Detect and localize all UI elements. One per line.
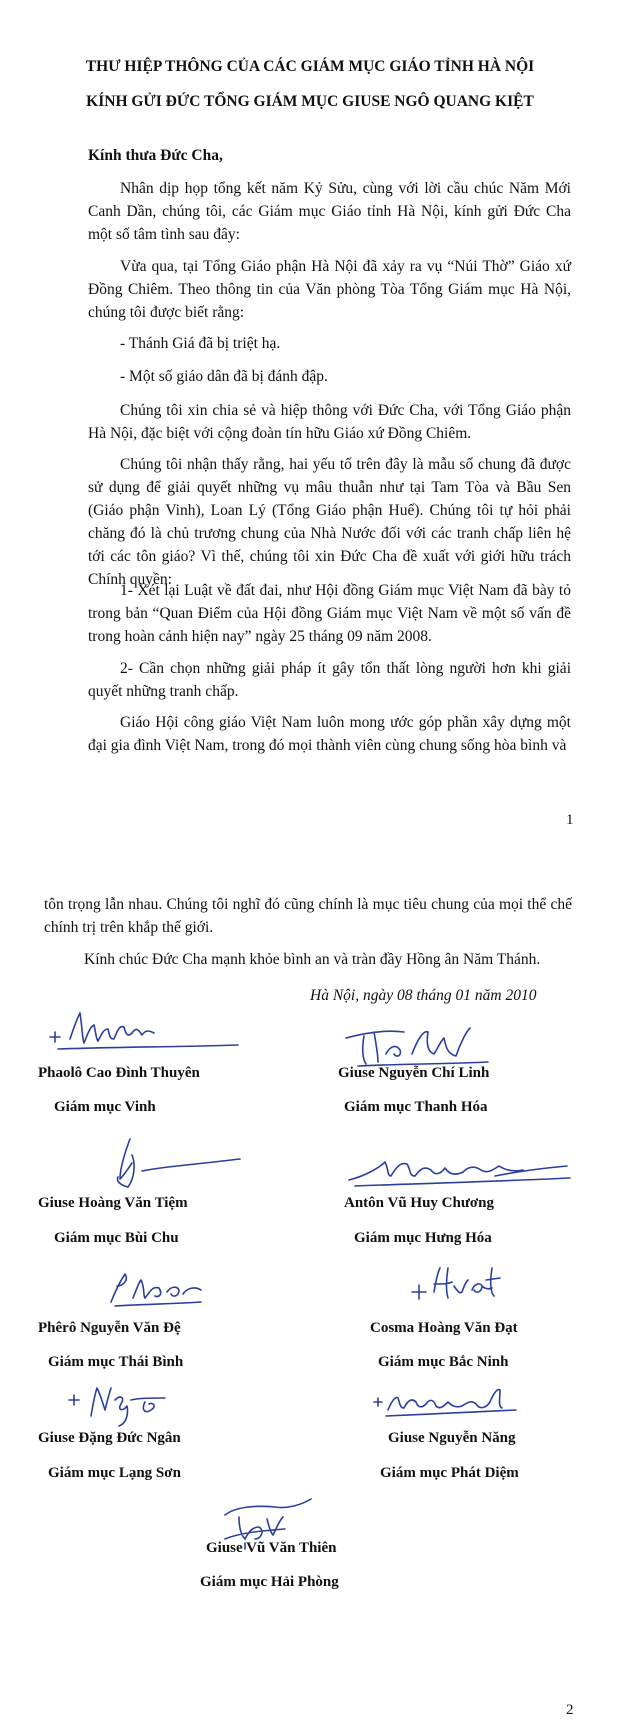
bullet-1: - Thánh Giá đã bị triệt hạ.: [120, 335, 281, 352]
signature-nguyen-nang: [370, 1382, 520, 1422]
signatory-name-8: Giuse Nguyễn Năng: [388, 1430, 516, 1446]
signatory-title-4: Giám mục Hưng Hóa: [354, 1230, 492, 1246]
signature-hoang-van-dat: [408, 1258, 508, 1308]
signature-dang-duc-ngan: [65, 1380, 185, 1430]
paragraph-2: Vừa qua, tại Tổng Giáo phận Hà Nội đã xảy ra vụ “Núi Thờ” Giáo xứ Đồng Chiêm. Theo thông tin của Văn phòng Tòa Tổng Giám mục Hà Nội, chúng tôi được biết rằng:: [88, 258, 571, 321]
signatory-title-5: Giám mục Thái Bình: [48, 1354, 184, 1370]
signature-hoang-van-tiem: [90, 1135, 250, 1195]
paragraph-7: Giáo Hội công giáo Việt Nam luôn mong ước góp phần xây dựng một đại gia đình Việt Nam, trong đó mọi thành viên cùng chung sống hòa bình và: [88, 714, 571, 754]
paragraph-1: Nhân dịp họp tổng kết năm Kỷ Sửu, cùng với lời cầu chúc Năm Mới Canh Dần, chúng tôi, các Giám mục Giáo tỉnh Hà Nội, kính gửi Đức Cha một số tâm tình sau đây:: [88, 180, 571, 243]
closing-wish: Kính chúc Đức Cha mạnh khỏe bình an và tràn đầy Hồng ân Năm Thánh.: [84, 951, 541, 968]
continuation-paragraph: tôn trọng lẫn nhau. Chúng tôi nghĩ đó cũng chính là mục tiêu chung của mọi thể chế chính trị trên khắp thế giới.: [44, 896, 572, 936]
signature-vu-huy-chuong: [345, 1148, 575, 1188]
signatory-name-6: Cosma Hoàng Văn Đạt: [370, 1320, 518, 1336]
signatory-name-3: Giuse Hoàng Văn Tiệm: [38, 1195, 188, 1211]
signatory-title-3: Giám mục Bùi Chu: [54, 1230, 179, 1246]
signatory-name-5: Phêrô Nguyễn Văn Đệ: [38, 1320, 181, 1336]
letter-date: Hà Nội, ngày 08 tháng 01 năm 2010: [310, 987, 537, 1004]
letter-page-2: [0, 880, 620, 1735]
signatory-title-6: Giám mục Bắc Ninh: [378, 1354, 509, 1370]
signatory-name-1: Phaolô Cao Đình Thuyên: [38, 1065, 200, 1081]
signatory-title-9: Giám mục Hải Phòng: [200, 1574, 339, 1590]
letter-title-line-1: THƯ HIỆP THÔNG CỦA CÁC GIÁM MỤC GIÁO TỈNH HÀ NỘI: [85, 58, 535, 75]
salutation: Kính thưa Đức Cha,: [88, 147, 223, 164]
signatory-name-9: Giuse Vũ Văn Thiên: [206, 1540, 337, 1556]
page-number-1: 1: [566, 812, 574, 828]
signatory-name-2: Giuse Nguyễn Chí Linh: [338, 1065, 490, 1081]
page-number-2: 2: [566, 1702, 574, 1718]
signatory-name-4: Antôn Vũ Huy Chương: [344, 1195, 494, 1211]
bullet-2: - Một số giáo dân đã bị đánh đập.: [120, 368, 328, 385]
signature-nguyen-van-de: [105, 1268, 205, 1308]
signatory-name-7: Giuse Đặng Đức Ngân: [38, 1430, 181, 1446]
signature-cao-dinh-thuyen: [38, 1007, 248, 1057]
paragraph-4: Chúng tôi nhận thấy rằng, hai yếu tố trên đây là mẫu số chung đã được sử dụng để giải quyết những vụ mâu thuẫn như tại Tam Tòa và Bầu Sen (Giáo phận Vinh), Loan Lý (Tổng Giáo phận Huế). Chúng tôi tự hỏi phải chăng đó là chủ trương chung của Nhà Nước đối với các tranh chấp liên hệ tới các tôn giáo? Vì thế, chúng tôi xin Đức Cha đề xuất với giới hữu trách Chính quyền:: [88, 456, 571, 588]
paragraph-6: 2- Cần chọn những giải pháp ít gây tổn thất lòng người hơn khi giải quyết những tranh chấp.: [88, 660, 571, 700]
letter-page-1: [0, 0, 620, 860]
paragraph-3: Chúng tôi xin chia sẻ và hiệp thông với Đức Cha, với Tổng Giáo phận Hà Nội, đặc biệt với cộng đoàn tín hữu Giáo xứ Đồng Chiêm.: [88, 402, 571, 442]
signature-nguyen-chi-linh: [338, 1018, 508, 1068]
letter-title-line-2: KÍNH GỬI ĐỨC TỔNG GIÁM MỤC GIUSE NGÔ QUANG KIỆT: [86, 93, 534, 110]
signatory-title-1: Giám mục Vinh: [54, 1099, 156, 1115]
signatory-title-7: Giám mục Lạng Sơn: [48, 1465, 181, 1481]
paragraph-5: 1- Xét lại Luật về đất đai, như Hội đồng Giám mục Việt Nam đã bày tỏ trong bản “Quan Điểm của Hội đồng Giám mục Việt Nam về một số vấn đề trong hoàn cảnh hiện nay” ngày 25 tháng 09 năm 2008.: [88, 582, 571, 645]
signatory-title-8: Giám mục Phát Diệm: [380, 1465, 519, 1481]
signatory-title-2: Giám mục Thanh Hóa: [344, 1099, 488, 1115]
